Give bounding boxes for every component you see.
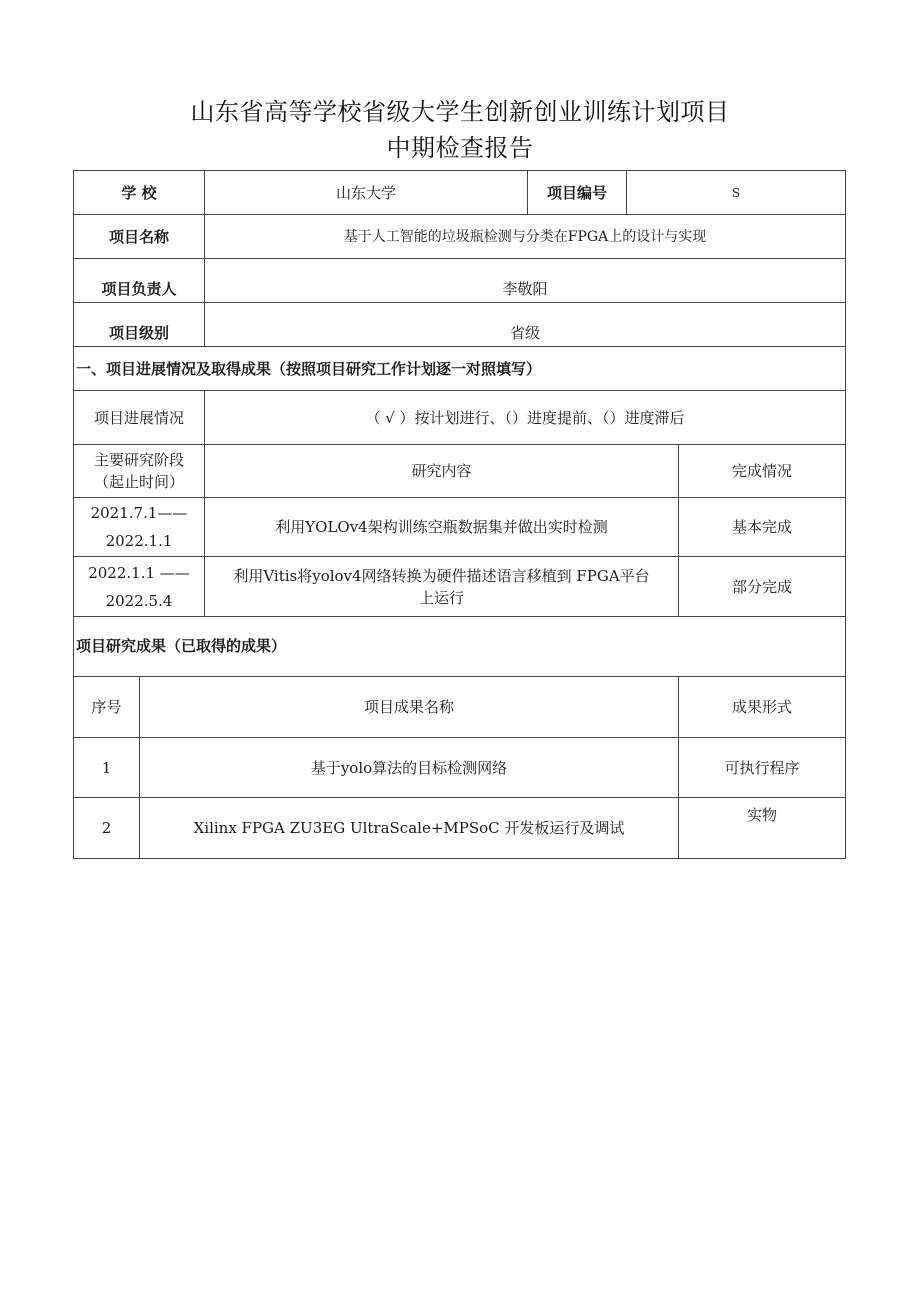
stage-time-start: 2021.7.1—— bbox=[90, 504, 188, 522]
leader-label: 项目负责人 bbox=[101, 280, 177, 298]
result-form: 可执行程序 bbox=[724, 758, 800, 777]
content-header: 研究内容 bbox=[411, 462, 472, 480]
report-title-line1: 山东省高等学校省级大学生创新创业训练计划项目 bbox=[190, 98, 730, 126]
stage-content: 利用YOLOv4架构训练空瓶数据集并做出实时检测 bbox=[275, 518, 608, 536]
table-border-right bbox=[845, 170, 846, 859]
level-label: 项目级别 bbox=[108, 324, 169, 342]
project-no-value: S bbox=[731, 185, 741, 200]
stage-content bbox=[205, 557, 678, 616]
report-title-line2: 中期检查报告 bbox=[386, 134, 534, 162]
stage-time-start: 2022.1.1 —— bbox=[88, 563, 190, 582]
leader-value: 李敬阳 bbox=[502, 280, 548, 298]
col-no-header: 序号 bbox=[91, 698, 122, 716]
level-value: 省级 bbox=[509, 324, 540, 342]
project-name-value: 基于人工智能的垃圾瓶检测与分类在FPGA上的设计与实现 bbox=[343, 228, 707, 245]
project-name-label: 项目名称 bbox=[108, 227, 169, 246]
result-no: 2 bbox=[101, 819, 112, 837]
stage-status: 部分完成 bbox=[731, 577, 792, 596]
stage-status: 基本完成 bbox=[731, 518, 792, 536]
progress-label: 项目进展情况 bbox=[93, 408, 184, 427]
section2-heading: 项目研究成果（已取得的成果） bbox=[76, 637, 287, 655]
school-value: 山东大学 bbox=[335, 183, 396, 202]
section1-heading: 一、项目进展情况及取得成果（按照项目研究工作计划逐一对照填写） bbox=[76, 359, 542, 378]
stage-header-line1: 主要研究阶段 bbox=[93, 451, 184, 469]
stage-header-line2: （起止时间） bbox=[93, 473, 184, 491]
status-header: 完成情况 bbox=[731, 462, 792, 480]
stage-time bbox=[74, 557, 204, 616]
stage-header bbox=[74, 445, 204, 497]
school-label: 学 校 bbox=[121, 183, 157, 202]
progress-value: （ √ ）按计划进行、（）进度提前、（）进度滞后 bbox=[365, 408, 685, 427]
stage-content-line1: 利用Vitis将yolov4网络转换为硬件描述语言移植到 FPGA平台 bbox=[233, 566, 650, 585]
project-no-label: 项目编号 bbox=[546, 183, 607, 202]
result-name: 基于yolo算法的目标检测网络 bbox=[310, 758, 508, 777]
stage-time-end: 2022.1.1 bbox=[105, 532, 173, 550]
result-form: 实物 bbox=[746, 806, 777, 824]
result-no: 1 bbox=[101, 758, 112, 777]
col-form-header: 成果形式 bbox=[731, 698, 792, 716]
col-name-header: 项目成果名称 bbox=[363, 698, 454, 716]
result-name: Xilinx FPGA ZU3EG UltraScale+MPSoC 开发板运行及调试 bbox=[193, 819, 625, 837]
table-border-bottom bbox=[73, 858, 846, 859]
stage-content-line2: 上运行 bbox=[418, 588, 464, 607]
stage-time bbox=[74, 498, 204, 556]
stage-time-end: 2022.5.4 bbox=[105, 591, 173, 610]
